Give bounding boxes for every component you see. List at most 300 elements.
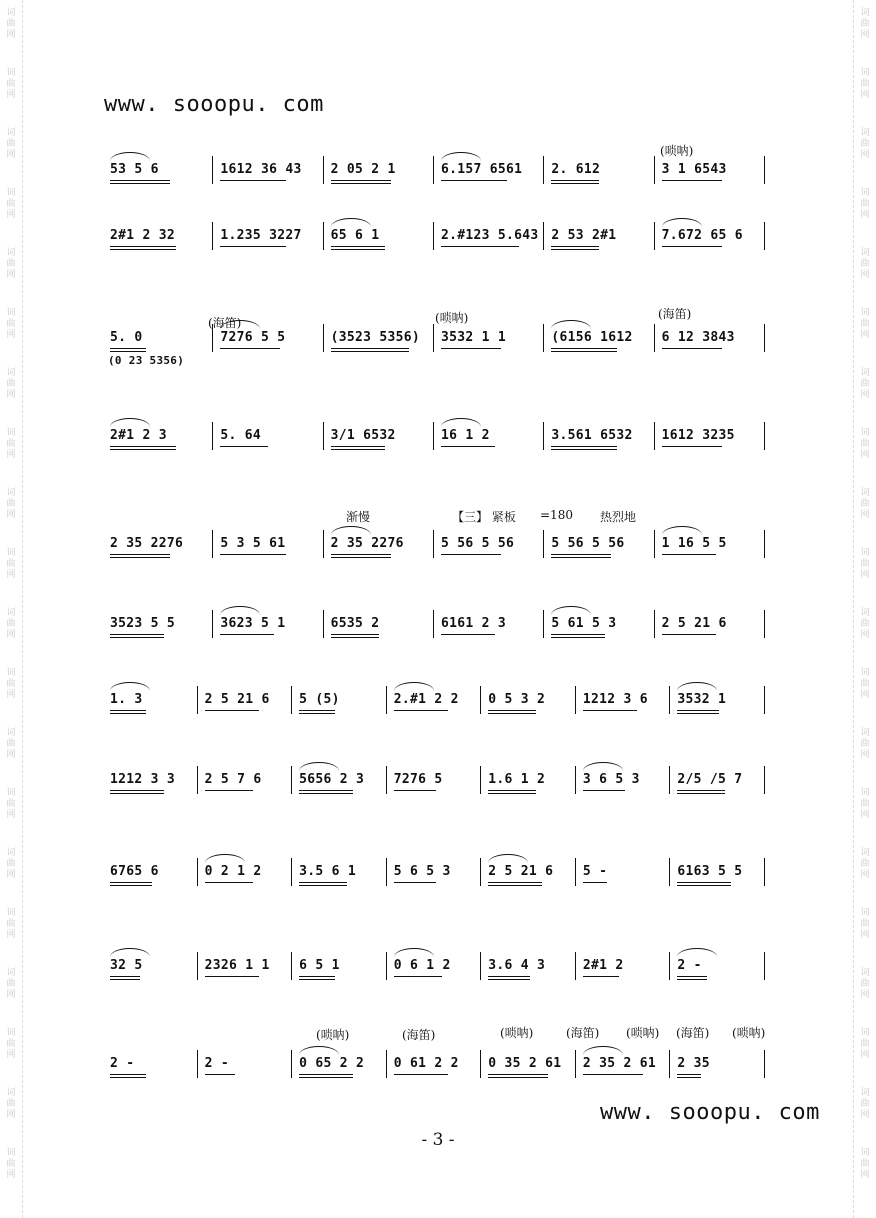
- watermark-tile: 词 曲 网: [6, 368, 16, 400]
- bar-line: [197, 686, 198, 714]
- measure: 2#1 2 32: [110, 228, 176, 243]
- slur-mark: [220, 606, 260, 615]
- bar-line: [212, 422, 213, 450]
- slur-mark: [441, 418, 481, 427]
- bar-line: [543, 610, 544, 638]
- watermark-tile: 词 曲 网: [6, 908, 16, 940]
- slur-mark: [551, 606, 591, 615]
- measure: 53 5 6: [110, 162, 159, 177]
- bar-line: [764, 858, 765, 886]
- measure: 5 61 5 3: [551, 616, 617, 631]
- rhythm-underline: [488, 1074, 548, 1078]
- bar-line: [669, 858, 670, 886]
- measure: 2 35 2276: [330, 536, 404, 551]
- bar-line: [669, 686, 670, 714]
- bar-line: [575, 952, 576, 980]
- measure: 2 5 21 6: [488, 864, 554, 879]
- rhythm-underline: [110, 246, 176, 250]
- rhythm-underline: [110, 446, 176, 450]
- rhythm-underline: [488, 882, 542, 886]
- watermark-tile: 词 曲 网: [6, 8, 16, 40]
- slur-mark: [299, 762, 339, 771]
- annotation-haidi: (海笛): [402, 1028, 436, 1042]
- bar-line: [575, 1050, 576, 1078]
- bar-line: [575, 858, 576, 886]
- measure: 2 35 2 61: [582, 1056, 656, 1071]
- site-url-bottom[interactable]: www. sooopu. com: [600, 1100, 820, 1125]
- slur-mark: [110, 682, 150, 691]
- slur-mark: [299, 1046, 339, 1055]
- rhythm-underline: [220, 180, 286, 181]
- watermark-tile: 词 曲 网: [6, 128, 16, 160]
- watermark-tile: 词 曲 网: [6, 308, 16, 340]
- watermark-tile: 词 曲 网: [6, 428, 16, 460]
- rhythm-underline: [551, 634, 605, 638]
- bar-line: [480, 1050, 481, 1078]
- rhythm-underline: [299, 882, 347, 886]
- section-marking: 【三】 紧板: [452, 510, 516, 524]
- watermark-tile: 词 曲 网: [860, 8, 870, 40]
- bar-line: [433, 530, 434, 558]
- measure: 5. 0: [110, 330, 143, 345]
- measure: 2.#1 2 2: [393, 692, 459, 707]
- bar-line: [764, 686, 765, 714]
- measure: 3623 5 1: [220, 616, 286, 631]
- bar-line: [480, 766, 481, 794]
- bar-line: [323, 422, 324, 450]
- rhythm-underline: [583, 1074, 643, 1075]
- measure: 2 5 7 6: [204, 772, 262, 787]
- slur-mark: [677, 948, 717, 957]
- measure: 0 65 2 2: [299, 1056, 365, 1071]
- bar-line: [654, 222, 655, 250]
- bar-line: [323, 610, 324, 638]
- rhythm-underline: [205, 790, 253, 791]
- rhythm-underline: [583, 790, 625, 791]
- measure: 1.235 3227: [220, 228, 302, 243]
- bar-line: [291, 686, 292, 714]
- bar-line: [764, 766, 765, 794]
- score-line: [108, 616, 770, 648]
- annotation-suona: (唢呐): [732, 1026, 766, 1040]
- measure: 3523 5 5: [110, 616, 176, 631]
- rhythm-underline: [205, 1074, 235, 1075]
- measure: 1212 3 3: [110, 772, 176, 787]
- bar-line: [291, 858, 292, 886]
- rhythm-underline: [299, 976, 335, 980]
- bar-line: [654, 156, 655, 184]
- measure: 65 6 1: [330, 228, 380, 243]
- slur-mark: [551, 320, 591, 329]
- bar-line: [323, 324, 324, 352]
- watermark-tile: 词 曲 网: [860, 1148, 870, 1180]
- bar-line: [197, 1050, 198, 1078]
- watermark-tile: 词 曲 网: [860, 848, 870, 880]
- annotation-suona: (唢呐): [316, 1028, 350, 1042]
- bar-line: [212, 156, 213, 184]
- rhythm-underline: [677, 710, 719, 714]
- measure: 5 56 5 56: [441, 536, 515, 551]
- bar-line: [575, 686, 576, 714]
- rhythm-underline: [110, 710, 146, 714]
- rhythm-underline: [677, 976, 707, 980]
- measure: 2 35: [677, 1056, 710, 1071]
- watermark-tile: 词 曲 网: [6, 488, 16, 520]
- bar-line: [669, 766, 670, 794]
- bar-line: [764, 1050, 765, 1078]
- rhythm-underline: [441, 554, 501, 555]
- bar-line: [543, 530, 544, 558]
- bar-line: [764, 324, 765, 352]
- score-line: [108, 330, 770, 367]
- slur-mark: [394, 948, 434, 957]
- measure: 7.672 65 6: [661, 228, 743, 243]
- bar-line: [764, 222, 765, 250]
- measure: 2 35 2276: [110, 536, 184, 551]
- watermark-tile: 词 曲 网: [860, 608, 870, 640]
- annotation-suona: (唢呐): [660, 144, 694, 158]
- bar-line: [433, 324, 434, 352]
- rhythm-underline: [583, 882, 607, 883]
- rhythm-underline: [110, 634, 164, 638]
- bar-line: [669, 1050, 670, 1078]
- measure: 5 56 5 56: [551, 536, 625, 551]
- measure: 3.561 6532: [551, 428, 633, 443]
- rhythm-underline: [488, 710, 536, 714]
- score-line: [108, 428, 770, 460]
- bar-line: [197, 858, 198, 886]
- bar-line: [197, 952, 198, 980]
- measure: 2 -: [110, 1056, 135, 1071]
- slur-mark: [441, 152, 481, 161]
- rhythm-underline: [110, 882, 152, 886]
- watermark-tile: 词 曲 网: [6, 668, 16, 700]
- measure: (3523 5356): [330, 330, 421, 345]
- watermark-tile: 词 曲 网: [860, 68, 870, 100]
- measure: 2326 1 1: [204, 958, 270, 973]
- bar-line: [386, 1050, 387, 1078]
- measure: 1612 36 43: [220, 162, 302, 177]
- bar-line: [386, 766, 387, 794]
- rhythm-underline: [441, 348, 501, 349]
- bar-line: [480, 858, 481, 886]
- rhythm-underline: [331, 446, 385, 450]
- bar-line: [764, 422, 765, 450]
- annotation-haidi: (海笛): [208, 316, 242, 330]
- bar-line: [654, 530, 655, 558]
- tempo-marking-slowing: 渐慢: [346, 510, 371, 524]
- watermark-tile: 词 曲 网: [860, 1028, 870, 1060]
- slur-mark: [110, 948, 150, 957]
- measure: 6765 6: [110, 864, 159, 879]
- watermark-tile: 词 曲 网: [6, 608, 16, 640]
- measure: 1212 3 6: [582, 692, 648, 707]
- rhythm-underline: [110, 976, 140, 980]
- measure: 6.157 6561: [441, 162, 523, 177]
- watermark-tile: 词 曲 网: [6, 1088, 16, 1120]
- watermark-tile: 词 曲 网: [6, 1028, 16, 1060]
- watermark-tile: 词 曲 网: [6, 548, 16, 580]
- measure: 6 5 1: [299, 958, 340, 973]
- watermark-tile: 词 曲 网: [860, 1088, 870, 1120]
- bar-line: [212, 530, 213, 558]
- bar-line: [654, 422, 655, 450]
- bar-line: [291, 766, 292, 794]
- measure: 6161 2 3: [441, 616, 507, 631]
- rhythm-underline: [551, 180, 599, 184]
- bar-line: [386, 952, 387, 980]
- rhythm-underline: [205, 710, 259, 711]
- rhythm-underline: [677, 1074, 701, 1078]
- rhythm-underline: [662, 180, 722, 181]
- score-line: [108, 692, 770, 724]
- rhythm-underline: [299, 790, 353, 794]
- watermark-tile: 词 曲 网: [6, 1148, 16, 1180]
- bar-line: [480, 686, 481, 714]
- watermark-tile: 词 曲 网: [860, 488, 870, 520]
- watermark-tile: 词 曲 网: [860, 548, 870, 580]
- rhythm-underline: [220, 634, 274, 635]
- rhythm-underline: [551, 348, 617, 352]
- rhythm-underline: [551, 554, 611, 558]
- slur-mark: [662, 526, 702, 535]
- right-watermark-strip: [853, 0, 876, 1218]
- rhythm-underline: [583, 976, 619, 977]
- bar-line: [480, 952, 481, 980]
- bar-line: [543, 156, 544, 184]
- measure: 2 53 2#1: [551, 228, 617, 243]
- annotation-suona: (唢呐): [500, 1026, 534, 1040]
- bar-line: [543, 222, 544, 250]
- measure: 16 1 2: [441, 428, 490, 443]
- rhythm-underline: [662, 348, 722, 349]
- measure: 3532 1: [677, 692, 727, 707]
- measure: 5 3 5 61: [220, 536, 286, 551]
- rhythm-underline: [299, 1074, 353, 1078]
- rhythm-underline: [331, 348, 409, 352]
- bar-line: [764, 156, 765, 184]
- rhythm-underline: [331, 180, 391, 184]
- bar-line: [212, 610, 213, 638]
- measure: 2. 612: [551, 162, 601, 177]
- measure: 0 2 1 2: [204, 864, 262, 879]
- watermark-tile: 词 曲 网: [860, 908, 870, 940]
- rhythm-underline: [441, 446, 495, 447]
- rhythm-underline: [677, 790, 725, 794]
- slur-mark: [331, 526, 371, 535]
- slur-mark: [331, 218, 371, 227]
- bar-line: [669, 952, 670, 980]
- watermark-tile: 词 曲 网: [860, 668, 870, 700]
- bar-line: [386, 686, 387, 714]
- sub-phrase: (0 23 5356): [108, 354, 185, 367]
- measure: 32 5: [110, 958, 143, 973]
- rhythm-underline: [220, 348, 280, 349]
- watermark-tile: 词 曲 网: [860, 968, 870, 1000]
- rhythm-underline: [662, 446, 722, 447]
- rhythm-underline: [488, 790, 536, 794]
- measure: 1.6 1 2: [488, 772, 546, 787]
- bar-line: [291, 952, 292, 980]
- rhythm-underline: [394, 710, 448, 711]
- measure: (6156 1612: [551, 330, 633, 345]
- measure: 2 05 2 1: [330, 162, 396, 177]
- watermark-tile: 词 曲 网: [860, 728, 870, 760]
- watermark-tile: 词 曲 网: [860, 308, 870, 340]
- bar-line: [323, 156, 324, 184]
- slur-mark: [677, 682, 717, 691]
- measure: 2 -: [677, 958, 702, 973]
- rhythm-underline: [441, 246, 519, 247]
- bar-line: [654, 610, 655, 638]
- bar-line: [197, 766, 198, 794]
- rhythm-underline: [662, 554, 716, 555]
- watermark-tile: 词 曲 网: [6, 68, 16, 100]
- watermark-tile: 词 曲 网: [6, 248, 16, 280]
- rhythm-underline: [331, 554, 391, 558]
- rhythm-underline: [441, 634, 495, 635]
- annotation-haidi: (海笛): [658, 307, 692, 321]
- slur-mark: [110, 152, 150, 161]
- watermark-tile: 词 曲 网: [860, 128, 870, 160]
- measure: 6535 2: [330, 616, 380, 631]
- bar-line: [323, 530, 324, 558]
- bar-line: [764, 610, 765, 638]
- measure: 3532 1 1: [441, 330, 507, 345]
- bar-line: [433, 422, 434, 450]
- rhythm-underline: [662, 246, 722, 247]
- rhythm-underline: [551, 246, 599, 250]
- measure: 5 6 5 3: [393, 864, 451, 879]
- rhythm-underline: [394, 882, 436, 883]
- measure: 0 61 2 2: [393, 1056, 459, 1071]
- rhythm-underline: [220, 446, 268, 447]
- bar-line: [433, 222, 434, 250]
- watermark-tile: 词 曲 网: [860, 248, 870, 280]
- measure: 2 5 21 6: [204, 692, 270, 707]
- rhythm-underline: [220, 246, 286, 247]
- bar-line: [291, 1050, 292, 1078]
- rhythm-underline: [331, 246, 385, 250]
- score-line: [108, 228, 770, 260]
- slur-mark: [583, 1046, 623, 1055]
- measure: 3.5 6 1: [299, 864, 357, 879]
- rhythm-underline: [205, 882, 253, 883]
- measure: 2 -: [204, 1056, 229, 1071]
- watermark-tile: 词 曲 网: [860, 188, 870, 220]
- watermark-tile: 词 曲 网: [6, 728, 16, 760]
- measure: 0 5 3 2: [488, 692, 546, 707]
- measure: 6163 5 5: [677, 864, 743, 879]
- rhythm-underline: [677, 882, 731, 886]
- rhythm-underline: [110, 1074, 146, 1078]
- rhythm-underline: [662, 634, 716, 635]
- score-line: [108, 162, 770, 194]
- slur-mark: [394, 682, 434, 691]
- measure: 5. 64: [220, 428, 261, 443]
- rhythm-underline: [110, 554, 170, 558]
- rhythm-underline: [331, 634, 379, 638]
- bar-line: [764, 530, 765, 558]
- tempo-marking-bpm: =180: [540, 508, 573, 522]
- rhythm-underline: [110, 348, 146, 352]
- measure: 3 1 6543: [661, 162, 727, 177]
- rhythm-underline: [394, 790, 436, 791]
- bar-line: [323, 222, 324, 250]
- measure: 2#1 2 3: [110, 428, 167, 443]
- measure: 5 -: [582, 864, 608, 879]
- rhythm-underline: [394, 1074, 448, 1075]
- measure: 0 6 1 2: [393, 958, 451, 973]
- score-line: [108, 772, 770, 804]
- bar-line: [212, 222, 213, 250]
- bar-line: [543, 422, 544, 450]
- measure: 3.6 4 3: [488, 958, 546, 973]
- measure: 2 5 21 6: [661, 616, 727, 631]
- annotation-suona: (唢呐): [435, 311, 469, 325]
- rhythm-underline: [583, 710, 637, 711]
- watermark-tile: 词 曲 网: [860, 428, 870, 460]
- score-line: [108, 536, 770, 568]
- measure: 1. 3: [110, 692, 143, 707]
- score-line: [108, 864, 770, 896]
- measure: 2.#123 5.643: [441, 228, 539, 243]
- rhythm-underline: [110, 790, 164, 794]
- rhythm-underline: [205, 976, 259, 977]
- rhythm-underline: [110, 180, 170, 184]
- watermark-tile: 词 曲 网: [860, 788, 870, 820]
- watermark-tile: 词 曲 网: [6, 968, 16, 1000]
- score-line: [108, 958, 770, 990]
- watermark-tile: 词 曲 网: [6, 788, 16, 820]
- measure: 0 35 2 61: [488, 1056, 562, 1071]
- rhythm-underline: [220, 554, 286, 555]
- annotation-haidi: (海笛): [676, 1026, 710, 1040]
- measure: 1 16 5 5: [661, 536, 727, 551]
- watermark-tile: 词 曲 网: [6, 848, 16, 880]
- annotation-suona: (唢呐): [626, 1026, 660, 1040]
- measure: 2#1 2: [582, 958, 624, 973]
- watermark-tile: 词 曲 网: [6, 188, 16, 220]
- left-watermark-strip: [0, 0, 23, 1218]
- measure: 5 (5): [299, 692, 340, 707]
- measure: 7276 5: [393, 772, 443, 787]
- measure: 7276 5 5: [220, 330, 286, 345]
- measure: 5656 2 3: [299, 772, 365, 787]
- measure: 3/1 6532: [330, 428, 396, 443]
- score-line: [108, 1056, 770, 1088]
- bar-line: [543, 324, 544, 352]
- slur-mark: [110, 418, 150, 427]
- expression-marking: 热烈地: [600, 510, 637, 524]
- measure: 3 6 5 3: [582, 772, 640, 787]
- bar-line: [575, 766, 576, 794]
- bar-line: [386, 858, 387, 886]
- rhythm-underline: [299, 710, 335, 714]
- watermark-tile: 词 曲 网: [860, 368, 870, 400]
- bar-line: [654, 324, 655, 352]
- slur-mark: [205, 854, 245, 863]
- rhythm-underline: [394, 976, 442, 977]
- rhythm-underline: [441, 180, 507, 181]
- measure: 2/5 /5 7: [677, 772, 743, 787]
- slur-mark: [488, 854, 528, 863]
- page-number: - 3 -: [421, 1130, 455, 1150]
- slur-mark: [662, 218, 702, 227]
- measure: 6 12 3843: [661, 330, 735, 345]
- slur-mark: [583, 762, 623, 771]
- site-url-top[interactable]: www. sooopu. com: [104, 92, 324, 117]
